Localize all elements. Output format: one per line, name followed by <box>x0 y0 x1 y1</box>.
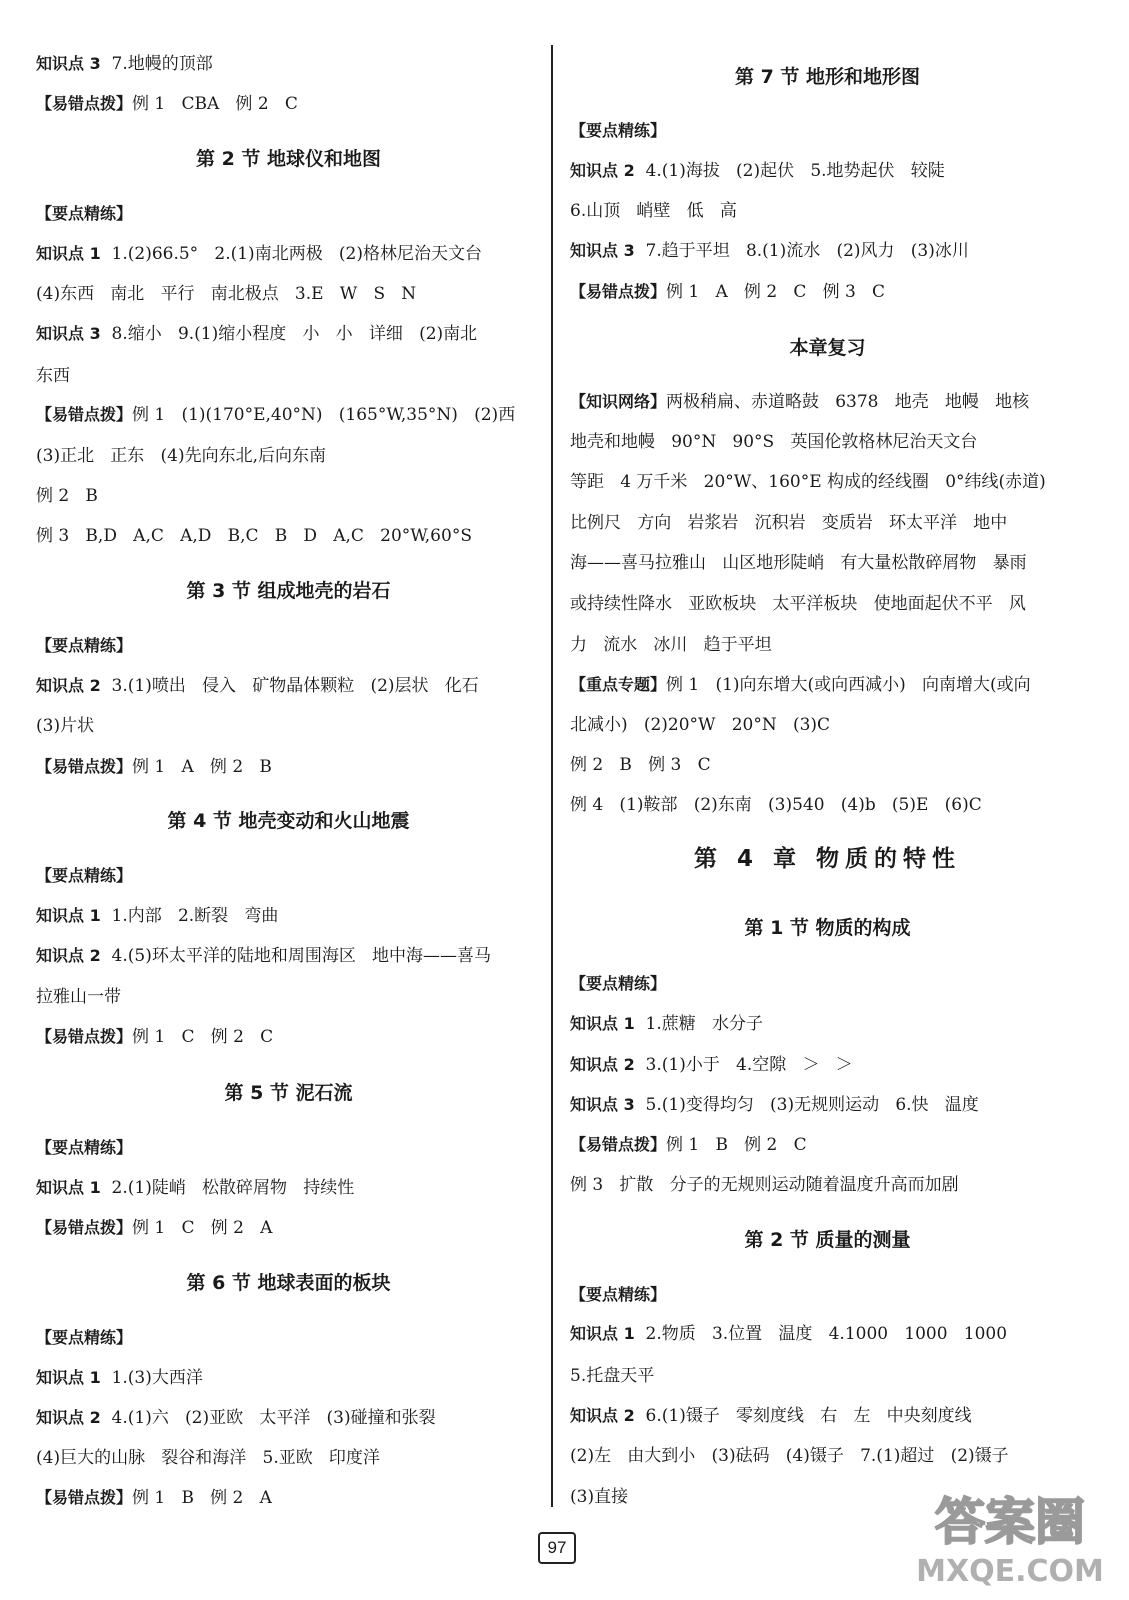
answer-line <box>570 633 772 657</box>
section-heading: 第 6 节 地球表面的板块 <box>186 1272 391 1294</box>
answer-text: 两极稍扁、赤道略鼓 6378 地壳 地幔 地核 <box>666 392 1030 412</box>
answer-tag: 知识点 1 <box>36 1178 101 1197</box>
section-heading: 第 2 节 地球仪和地图 <box>195 148 382 170</box>
answer-text: 例 3 B,D A,C A,D B,C B D A,C 20°W,60°S <box>36 526 472 546</box>
answer-text: 7.地幔的顶部 <box>100 54 213 74</box>
answer-text: 5.(1)变得均匀 (3)无规则运动 6.快 温度 <box>634 1095 979 1115</box>
answer-tag: 知识点 1 <box>36 906 101 925</box>
answer-text: 海——喜马拉雅山 山区地形陡峭 有大量松散碎屑物 暴雨 <box>570 553 1027 573</box>
answer-line <box>570 1444 1009 1468</box>
answer-tag: 知识点 2 <box>570 1406 635 1425</box>
answer-line <box>570 1093 979 1117</box>
answer-tag: 知识点 2 <box>36 676 101 695</box>
answer-line <box>36 985 121 1009</box>
answer-text: 例 1 C 例 2 C <box>132 1027 274 1047</box>
answer-text: (4)东西 南北 平行 南北极点 3.E W S N <box>36 284 417 304</box>
answer-text: 2.(1)陡峭 松散碎屑物 持续性 <box>100 1178 355 1198</box>
answer-text: 例 2 B <box>36 486 98 506</box>
answer-tag: 知识点 2 <box>36 946 101 965</box>
answer-text: 或持续性降水 亚欧板块 太平洋板块 使地面起伏不平 风 <box>570 594 1026 614</box>
answer-tag: 【易错点拨】 <box>36 1218 133 1237</box>
answer-line <box>570 713 830 737</box>
answer-tag: 【易错点拨】 <box>36 1027 133 1046</box>
answer-tag: 【易错点拨】 <box>36 94 133 113</box>
answer-line <box>570 470 1046 494</box>
answer-tag: 知识点 1 <box>36 1368 101 1387</box>
answer-text: 例 2 B 例 3 C <box>570 755 711 775</box>
answer-line <box>570 1053 853 1077</box>
answer-text: 东西 <box>36 366 70 386</box>
answer-tag: 【要点精练】 <box>570 1285 667 1304</box>
section-heading: 第 7 节 地形和地形图 <box>734 66 921 88</box>
answer-line <box>36 1025 273 1049</box>
answer-text: 北减小) (2)20°W 20°N (3)C <box>570 715 831 735</box>
answer-text: 4.(1)海拔 (2)起伏 5.地势起伏 较陡 <box>634 161 945 181</box>
answer-tag: 【要点精练】 <box>36 204 133 223</box>
watermark-top-text: 答案圈 <box>935 1493 1085 1551</box>
answer-line <box>36 1446 380 1470</box>
answer-text: 6.山顶 峭壁 低 高 <box>570 201 737 221</box>
answer-line <box>570 280 885 304</box>
answer-line <box>36 674 479 698</box>
answer-tag: 【要点精练】 <box>36 1138 133 1157</box>
answer-text: 比例尺 方向 岩浆岩 沉积岩 变质岩 环太平洋 地中 <box>570 513 1008 533</box>
answer-text: 例 1 B 例 2 C <box>666 1135 807 1155</box>
answer-text: 3.(1)小于 4.空隙 ＞ ＞ <box>634 1055 853 1075</box>
answer-tag: 知识点 3 <box>36 324 101 343</box>
section-heading: 第 3 节 组成地壳的岩石 <box>186 580 391 602</box>
answer-tag: 【易错点拨】 <box>570 282 667 301</box>
answer-line <box>36 282 416 306</box>
answer-line <box>36 1136 132 1160</box>
answer-text: 2.物质 3.位置 温度 4.1000 1000 1000 <box>634 1324 1008 1344</box>
answer-line <box>36 1216 272 1240</box>
answer-tag: 【知识网络】 <box>570 392 667 411</box>
answer-text: 例 1 B 例 2 A <box>132 1488 272 1508</box>
answer-line <box>36 1406 436 1430</box>
answer-text: 等距 4 万千米 20°W、160°E 构成的经线圈 0°纬线(赤道) <box>570 472 1046 492</box>
answer-text: 例 1 (1)向东增大(或向西减小) 向南增大(或向 <box>666 675 1031 695</box>
answer-tag: 知识点 3 <box>570 241 635 260</box>
page-number: 97 <box>538 1532 576 1564</box>
answer-line <box>36 864 132 888</box>
answer-tag: 知识点 1 <box>36 244 101 263</box>
answer-text: 1.(3)大西洋 <box>100 1368 203 1388</box>
answer-text: 3.(1)喷出 侵入 矿物晶体颗粒 (2)层状 化石 <box>100 676 479 696</box>
answer-text: 拉雅山一带 <box>36 987 121 1007</box>
answer-line <box>570 972 666 996</box>
answer-line <box>570 199 737 223</box>
answer-tag: 【易错点拨】 <box>36 757 133 776</box>
answer-tag: 知识点 3 <box>36 54 101 73</box>
section-heading: 本章复习 <box>789 337 866 359</box>
answer-tag: 【重点专题】 <box>570 675 667 694</box>
answer-line <box>36 904 278 928</box>
answer-text: (3)正北 正东 (4)先向东北,后向东南 <box>36 446 326 466</box>
answer-text: 8.缩小 9.(1)缩小程度 小 小 详细 (2)南北 <box>100 324 478 344</box>
answer-line <box>570 119 666 143</box>
answer-line <box>36 202 132 226</box>
chapter-title: 第 4 章 物质的特性 <box>693 846 962 872</box>
answer-text: (4)巨大的山脉 裂谷和海洋 5.亚欧 印度洋 <box>36 1448 380 1468</box>
answer-line <box>36 524 472 548</box>
answer-line <box>36 92 298 116</box>
answer-line <box>570 1364 654 1388</box>
answer-text: 7.趋于平坦 8.(1)流水 (2)风力 (3)冰川 <box>634 241 969 261</box>
answer-line <box>36 944 491 968</box>
answer-line <box>36 484 98 508</box>
answer-line <box>570 1322 1007 1346</box>
section-heading: 第 1 节 物质的构成 <box>744 917 911 939</box>
answer-line <box>36 403 515 427</box>
answer-line <box>570 753 711 777</box>
answer-tag: 【易错点拨】 <box>36 1488 133 1507</box>
column-divider <box>551 45 553 1507</box>
answer-text: 例 1 A 例 2 B <box>132 757 272 777</box>
answer-line <box>36 364 70 388</box>
answer-line <box>36 714 94 738</box>
answer-line <box>36 322 477 346</box>
answer-line <box>570 430 977 454</box>
answer-text: 1.蔗糖 水分子 <box>634 1014 763 1034</box>
section-heading: 第 4 节 地壳变动和火山地震 <box>167 810 410 832</box>
answer-tag: 知识点 2 <box>570 1055 635 1074</box>
answer-line <box>570 1485 628 1509</box>
answer-text: 4.(5)环太平洋的陆地和周围海区 地中海——喜马 <box>100 946 492 966</box>
answer-text: 例 1 CBA 例 2 C <box>132 94 298 114</box>
section-heading: 第 5 节 泥石流 <box>224 1082 353 1104</box>
section-heading: 第 2 节 质量的测量 <box>744 1229 911 1251</box>
answer-line <box>570 673 1031 697</box>
answer-line <box>36 242 482 266</box>
answer-line <box>36 52 213 76</box>
answer-tag: 知识点 3 <box>570 1095 635 1114</box>
answer-text: 地壳和地幔 90°N 90°S 英国伦敦格林尼治天文台 <box>570 432 978 452</box>
answer-text: (3)直接 <box>570 1487 629 1507</box>
answer-tag: 【易错点拨】 <box>570 1135 667 1154</box>
answer-line <box>570 511 1007 535</box>
answer-line <box>570 159 945 183</box>
answer-tag: 知识点 1 <box>570 1324 635 1343</box>
answer-tag: 【易错点拨】 <box>36 405 133 424</box>
answer-text: 例 3 扩散 分子的无规则运动随着温度升高而加剧 <box>570 1175 959 1195</box>
answer-line <box>36 444 326 468</box>
answer-line <box>570 1404 972 1428</box>
answer-line <box>570 793 982 817</box>
answer-line <box>36 1326 132 1350</box>
answer-tag: 知识点 2 <box>36 1408 101 1427</box>
answer-text: 1.内部 2.断裂 弯曲 <box>100 906 279 926</box>
answer-line <box>570 551 1027 575</box>
answer-tag: 知识点 2 <box>570 161 635 180</box>
watermark-logo <box>905 1483 1115 1591</box>
answer-line <box>36 1176 354 1200</box>
answer-text: (3)片状 <box>36 716 95 736</box>
answer-text: 力 流水 冰川 趋于平坦 <box>570 635 772 655</box>
answer-tag: 知识点 1 <box>570 1014 635 1033</box>
answer-line <box>570 239 969 263</box>
answer-text: 6.(1)镊子 零刻度线 右 左 中央刻度线 <box>634 1406 972 1426</box>
answer-line <box>36 634 132 658</box>
answer-line <box>570 1012 763 1036</box>
answer-line <box>570 1283 666 1307</box>
answer-text: 例 1 (1)(170°E,40°N) (165°W,35°N) (2)西 <box>132 405 516 425</box>
answer-tag: 【要点精练】 <box>36 1328 133 1347</box>
answer-text: 例 4 (1)鞍部 (2)东南 (3)540 (4)b (5)E (6)C <box>570 795 982 815</box>
answer-line <box>36 1486 272 1510</box>
answer-text: 5.托盘天平 <box>570 1366 655 1386</box>
answer-line <box>570 1133 807 1157</box>
answer-text: 4.(1)六 (2)亚欧 太平洋 (3)碰撞和张裂 <box>100 1408 436 1428</box>
answer-line <box>36 755 272 779</box>
answer-tag: 【要点精练】 <box>36 636 133 655</box>
answer-text: (2)左 由大到小 (3)砝码 (4)镊子 7.(1)超过 (2)镊子 <box>570 1446 1009 1466</box>
answer-line <box>570 390 1029 414</box>
answer-line <box>36 1366 203 1390</box>
answer-line <box>570 1173 959 1197</box>
answer-tag: 【要点精练】 <box>570 121 667 140</box>
answer-text: 例 1 C 例 2 A <box>132 1218 273 1238</box>
answer-text: 1.(2)66.5° 2.(1)南北两极 (2)格林尼治天文台 <box>100 244 482 264</box>
answer-tag: 【要点精练】 <box>36 866 133 885</box>
watermark-bottom-text: MXQE.COM <box>916 1554 1104 1589</box>
answer-tag: 【要点精练】 <box>570 974 667 993</box>
answer-text: 例 1 A 例 2 C 例 3 C <box>666 282 886 302</box>
answer-line <box>570 592 1026 616</box>
